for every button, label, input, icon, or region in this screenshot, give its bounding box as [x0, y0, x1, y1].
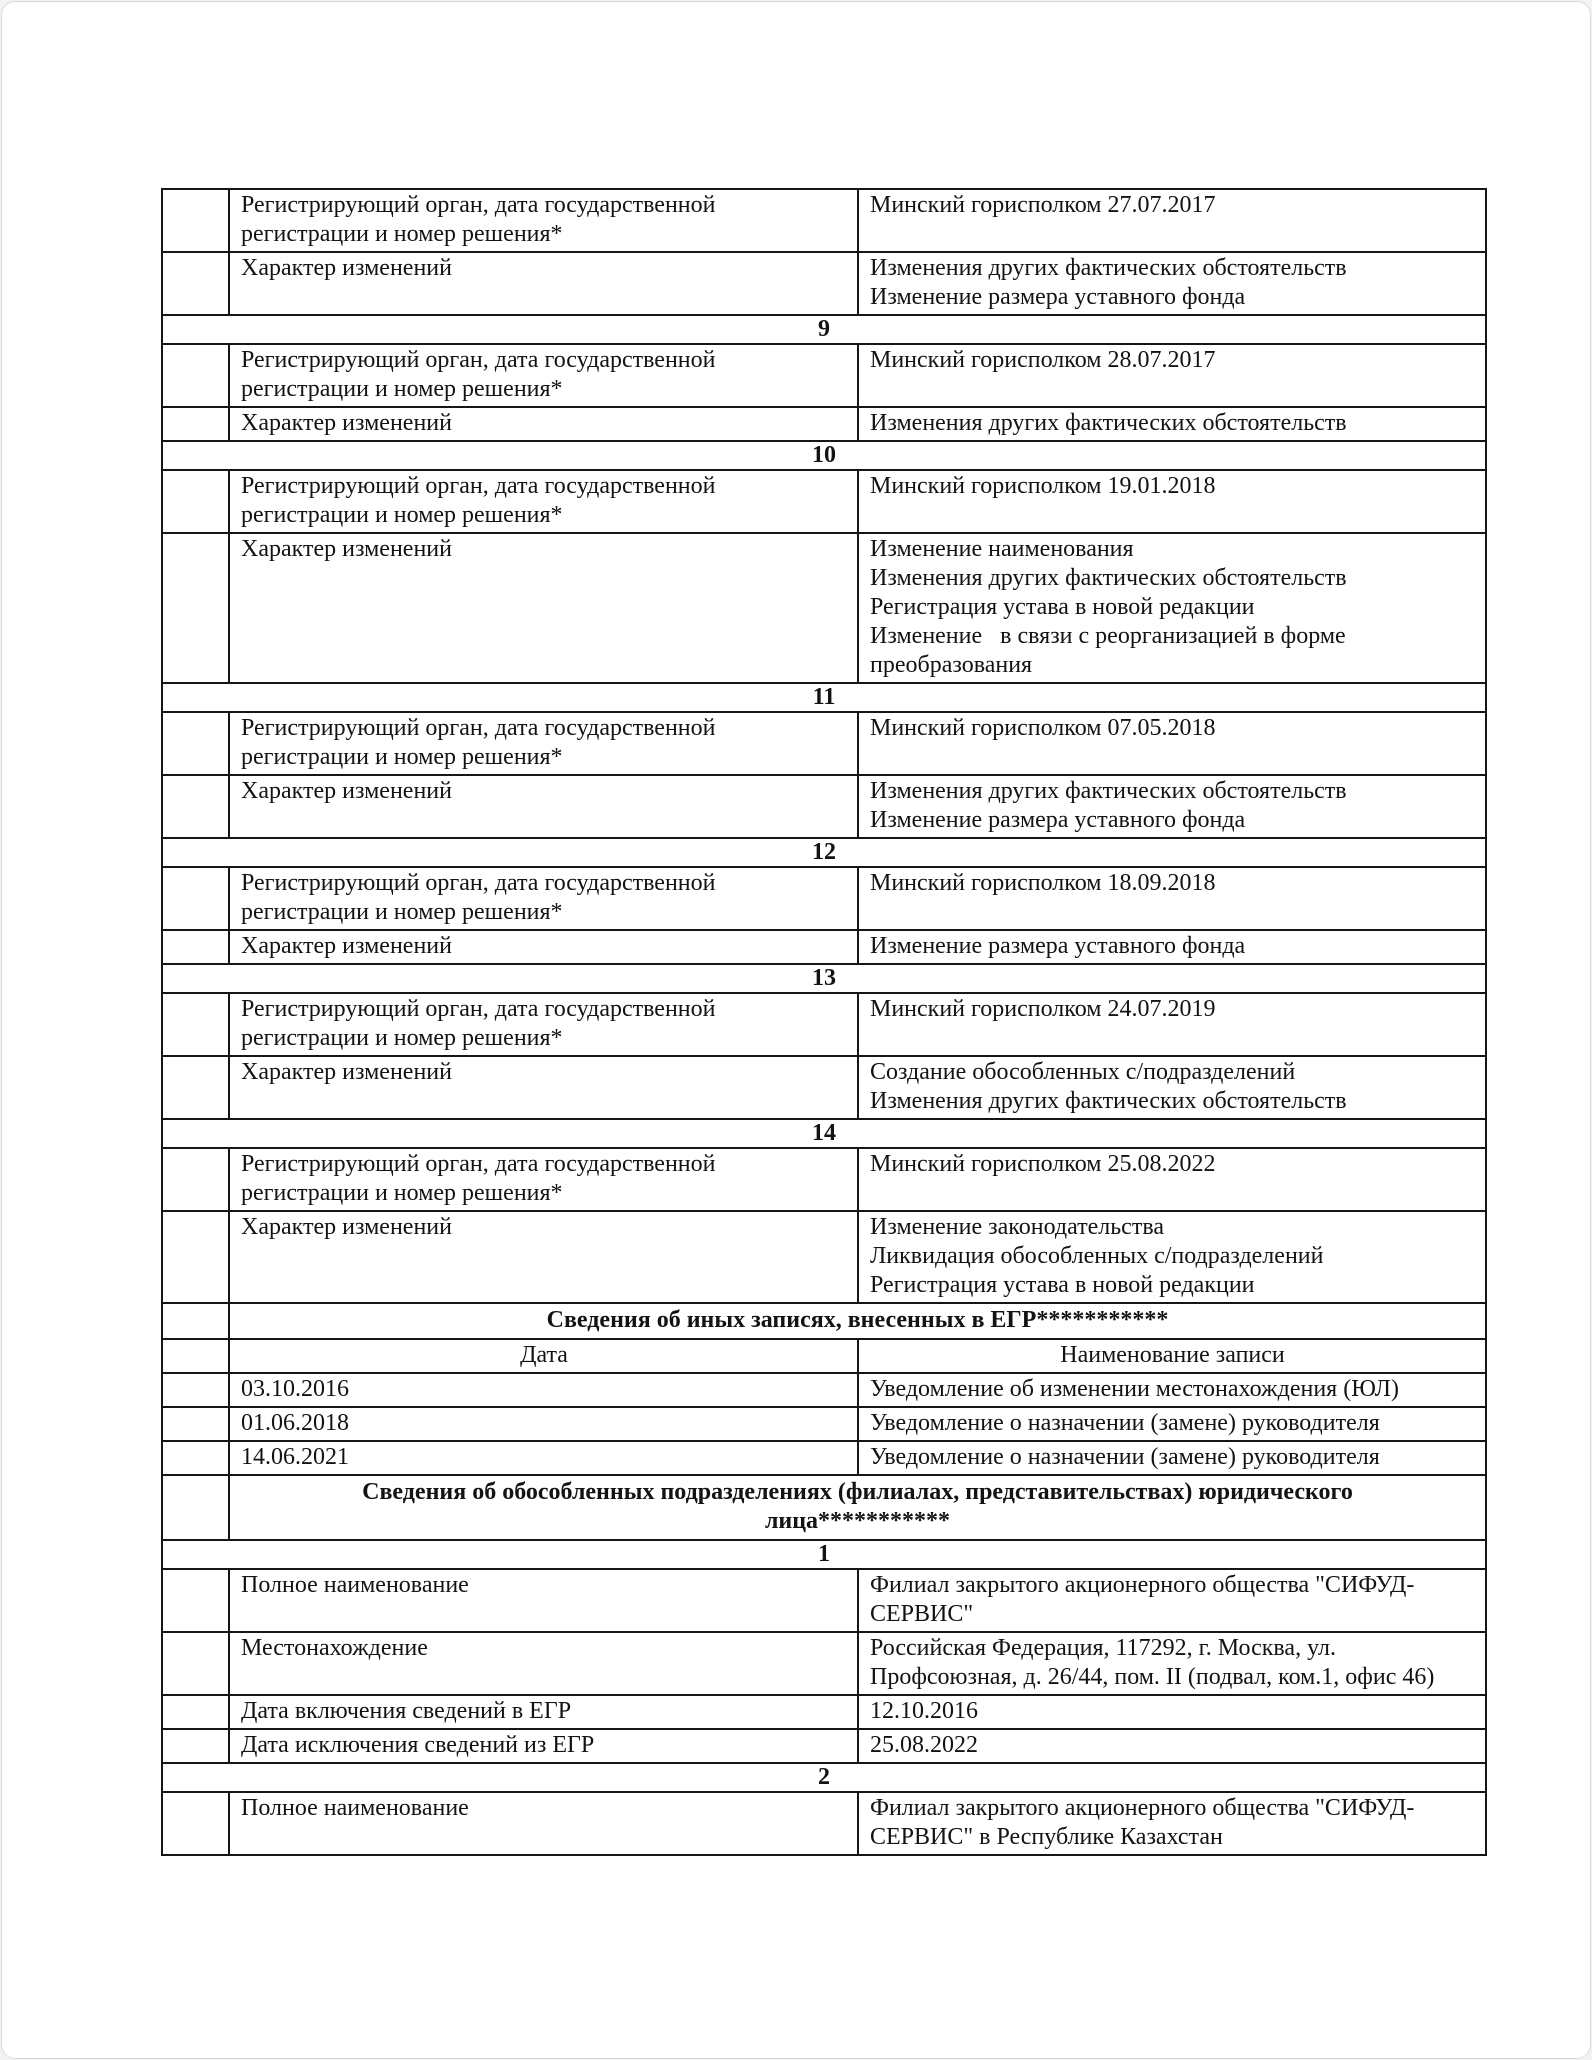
row-margin-cell	[162, 1729, 229, 1763]
reg-organ-row	[162, 712, 1486, 775]
changes-row	[162, 533, 1486, 683]
row-margin-cell	[162, 1148, 229, 1211]
branch-value-cell: Российская Федерация, 117292, г. Москва, ул. Профсоюзная, д. 26/44, пом. II (подвал, ком.1, офис 46)	[858, 1632, 1486, 1695]
section-number-row	[162, 1763, 1486, 1792]
changes-value-cell	[858, 775, 1486, 838]
section-number: 10	[162, 441, 1486, 470]
row-margin-cell	[162, 1695, 229, 1729]
reg-organ-row	[162, 189, 1486, 252]
reg-organ-label-cell: Регистрирующий орган, дата государственной регистрации и номер решения*	[229, 189, 858, 252]
row-margin-cell	[162, 1303, 229, 1339]
section-number: 11	[162, 683, 1486, 712]
other-record-date-cell: 01.06.2018	[229, 1407, 858, 1441]
other-record-date-cell: 14.06.2021	[229, 1441, 858, 1475]
reg-organ-value-cell: Минский горисполком 27.07.2017	[858, 189, 1486, 252]
row-margin-cell	[162, 1407, 229, 1441]
value-line: Изменение наименования	[870, 536, 1134, 562]
reg-organ-row	[162, 1148, 1486, 1211]
other-record-date-cell: 03.10.2016	[229, 1373, 858, 1407]
changes-value-cell	[858, 533, 1486, 683]
section-number-row	[162, 441, 1486, 470]
section-number: 13	[162, 964, 1486, 993]
reg-organ-row	[162, 867, 1486, 930]
value-line: Изменение размера уставного фонда	[870, 933, 1246, 959]
row-margin-cell	[162, 930, 229, 964]
branch-label-cell: Местонахождение	[229, 1632, 858, 1695]
changes-row	[162, 1211, 1486, 1303]
other-record-name-cell: Уведомление об изменении местонахождения (ЮЛ)	[858, 1373, 1486, 1407]
value-line: Регистрация устава в новой редакции	[870, 594, 1255, 620]
row-margin-cell	[162, 1441, 229, 1475]
value-line: Изменения других фактических обстоятельств	[870, 255, 1347, 281]
changes-value-cell	[858, 1211, 1486, 1303]
reg-organ-label-cell: Регистрирующий орган, дата государственной регистрации и номер решения*	[229, 1148, 858, 1211]
value-line: Изменения других фактических обстоятельств	[870, 410, 1347, 436]
row-margin-cell	[162, 993, 229, 1056]
row-margin-cell	[162, 1475, 229, 1540]
changes-label-cell: Характер изменений	[229, 407, 858, 441]
value-line: Изменения других фактических обстоятельств	[870, 565, 1347, 591]
value-line: Создание обособленных с/подразделений	[870, 1059, 1296, 1085]
other-record-row	[162, 1441, 1486, 1475]
branch-value-cell: 12.10.2016	[858, 1695, 1486, 1729]
changes-label-cell: Характер изменений	[229, 930, 858, 964]
changes-label-cell: Характер изменений	[229, 1056, 858, 1119]
branch-detail-row	[162, 1729, 1486, 1763]
date-column-header: Дата	[229, 1339, 858, 1373]
changes-value-cell	[858, 930, 1486, 964]
changes-value-cell	[858, 407, 1486, 441]
row-margin-cell	[162, 344, 229, 407]
row-margin-cell	[162, 867, 229, 930]
reg-organ-label-cell: Регистрирующий орган, дата государственной регистрации и номер решения*	[229, 993, 858, 1056]
changes-row	[162, 775, 1486, 838]
value-line: Изменение в связи с реорганизацией в форме преобразования	[870, 623, 1352, 678]
branches-title: Сведения об обособленных подразделениях (филиалах, представительствах) юридического лица***********	[362, 1479, 1353, 1534]
row-margin-cell	[162, 470, 229, 533]
reg-organ-value-cell: Минский горисполком 19.01.2018	[858, 470, 1486, 533]
branch-detail-row	[162, 1695, 1486, 1729]
other-record-row	[162, 1407, 1486, 1441]
value-line: Изменения других фактических обстоятельств	[870, 1088, 1347, 1114]
section-number: 2	[162, 1763, 1486, 1792]
row-margin-cell	[162, 1056, 229, 1119]
reg-organ-value-cell: Минский горисполком 07.05.2018	[858, 712, 1486, 775]
value-line: Изменения других фактических обстоятельств	[870, 778, 1347, 804]
changes-label-cell: Характер изменений	[229, 252, 858, 315]
section-number-row	[162, 1119, 1486, 1148]
branch-detail-row	[162, 1569, 1486, 1632]
row-margin-cell	[162, 1373, 229, 1407]
section-number-row	[162, 315, 1486, 344]
row-margin-cell	[162, 1792, 229, 1855]
section-number: 12	[162, 838, 1486, 867]
section-number-row	[162, 1540, 1486, 1569]
changes-row	[162, 930, 1486, 964]
changes-label-cell: Характер изменений	[229, 1211, 858, 1303]
reg-organ-value-cell: Минский горисполком 24.07.2019	[858, 993, 1486, 1056]
reg-organ-label-cell: Регистрирующий орган, дата государственной регистрации и номер решения*	[229, 344, 858, 407]
section-number-row	[162, 964, 1486, 993]
changes-row	[162, 1056, 1486, 1119]
changes-value-cell	[858, 1056, 1486, 1119]
reg-organ-label-cell: Регистрирующий орган, дата государственной регистрации и номер решения*	[229, 712, 858, 775]
changes-row	[162, 252, 1486, 315]
branches-title-row	[162, 1475, 1486, 1540]
branch-label-cell: Полное наименование	[229, 1792, 858, 1855]
reg-organ-row	[162, 344, 1486, 407]
row-margin-cell	[162, 712, 229, 775]
value-line: Ликвидация обособленных с/подразделений	[870, 1243, 1324, 1269]
section-number: 1	[162, 1540, 1486, 1569]
other-records-title-row	[162, 1303, 1486, 1339]
reg-organ-value-cell: Минский горисполком 18.09.2018	[858, 867, 1486, 930]
reg-organ-value-cell: Минский горисполком 25.08.2022	[858, 1148, 1486, 1211]
reg-organ-row	[162, 470, 1486, 533]
other-record-name-cell: Уведомление о назначении (замене) руководителя	[858, 1407, 1486, 1441]
branch-value-cell: Филиал закрытого акционерного общества "СИФУД-СЕРВИС" в Республике Казахстан	[858, 1792, 1486, 1855]
section-number: 9	[162, 315, 1486, 344]
reg-organ-label-cell: Регистрирующий орган, дата государственной регистрации и номер решения*	[229, 867, 858, 930]
row-margin-cell	[162, 1632, 229, 1695]
record-name-column-header: Наименование записи	[858, 1339, 1486, 1373]
document-page	[1, 1, 1591, 2059]
section-number: 14	[162, 1119, 1486, 1148]
changes-row	[162, 407, 1486, 441]
other-records-title: Сведения об иных записях, внесенных в ЕГР***********	[229, 1303, 1486, 1339]
changes-label-cell: Характер изменений	[229, 775, 858, 838]
row-margin-cell	[162, 189, 229, 252]
row-margin-cell	[162, 1339, 229, 1373]
section-number-row	[162, 838, 1486, 867]
changes-label-cell: Характер изменений	[229, 533, 858, 683]
row-margin-cell	[162, 1569, 229, 1632]
changes-value-cell	[858, 252, 1486, 315]
other-records-header-row	[162, 1339, 1486, 1373]
branch-detail-row	[162, 1792, 1486, 1855]
other-record-row	[162, 1373, 1486, 1407]
reg-organ-row	[162, 993, 1486, 1056]
row-margin-cell	[162, 775, 229, 838]
branches-title-cell	[229, 1475, 1486, 1540]
registry-table	[161, 188, 1487, 1856]
value-line: Изменение законодательства	[870, 1214, 1164, 1240]
other-record-name-cell: Уведомление о назначении (замене) руководителя	[858, 1441, 1486, 1475]
section-number-row	[162, 683, 1486, 712]
reg-organ-label-cell: Регистрирующий орган, дата государственной регистрации и номер решения*	[229, 470, 858, 533]
value-line: Регистрация устава в новой редакции	[870, 1272, 1255, 1298]
branch-detail-row	[162, 1632, 1486, 1695]
row-margin-cell	[162, 533, 229, 683]
branch-label-cell: Полное наименование	[229, 1569, 858, 1632]
row-margin-cell	[162, 1211, 229, 1303]
branch-value-cell: Филиал закрытого акционерного общества "СИФУД-СЕРВИС"	[858, 1569, 1486, 1632]
row-margin-cell	[162, 407, 229, 441]
value-line: Изменение размера уставного фонда	[870, 284, 1246, 310]
branch-value-cell: 25.08.2022	[858, 1729, 1486, 1763]
branch-label-cell: Дата включения сведений в ЕГР	[229, 1695, 858, 1729]
row-margin-cell	[162, 252, 229, 315]
branch-label-cell: Дата исключения сведений из ЕГР	[229, 1729, 858, 1763]
reg-organ-value-cell: Минский горисполком 28.07.2017	[858, 344, 1486, 407]
value-line: Изменение размера уставного фонда	[870, 807, 1246, 833]
